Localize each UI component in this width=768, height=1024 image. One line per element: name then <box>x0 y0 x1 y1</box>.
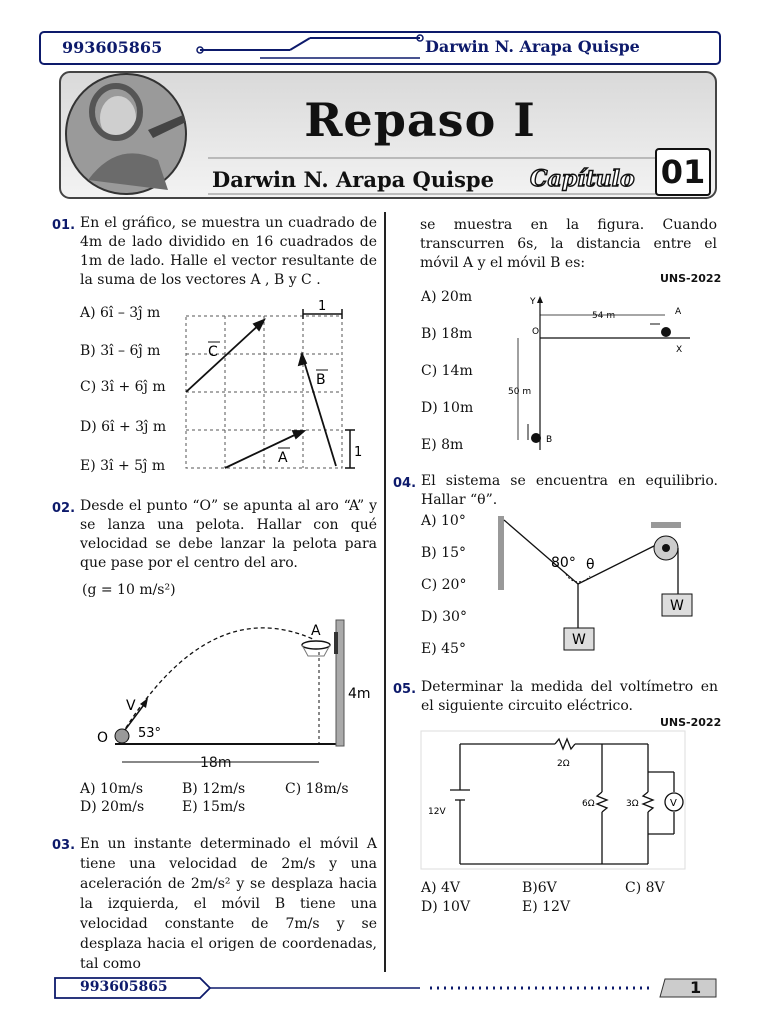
q5-label-battery: 12V <box>428 807 446 817</box>
q4-equilibrium-diagram <box>496 514 706 656</box>
q4-label-w2: W <box>670 598 684 614</box>
q5-circuit-diagram <box>420 730 686 870</box>
q2-label-v: V <box>126 698 136 714</box>
q1-option-b: B) 3î – 6ĵ m <box>80 343 161 359</box>
q5-label-r2: 6Ω <box>582 799 595 809</box>
page-number: 1 <box>690 978 702 997</box>
q1-label-c: C <box>208 344 218 360</box>
q5-source: UNS-2022 <box>660 716 722 729</box>
q1-text: En el gráfico, se muestra un cuadrado de 4m de lado dividido en 16 cuadrados de 1m de lado. Halle el vector resultante de la suma de los vectores A , B y C . <box>80 215 377 288</box>
q2-option-e: E) 15m/s <box>182 799 246 815</box>
q4-text: El sistema se encuentra en equilibrio. Hallar “θ”. <box>421 473 718 508</box>
q1-option-a: A) 6î – 3ĵ m <box>80 305 161 321</box>
q1-option-d: D) 6î + 3ĵ m <box>80 419 167 435</box>
q1-vector-grid <box>178 300 378 475</box>
q4-label-w1: W <box>572 632 586 648</box>
q3-option-a: A) 20m <box>421 289 473 305</box>
column-divider <box>384 212 386 972</box>
q3-number: 03. <box>52 838 76 853</box>
q3-option-d: D) 10m <box>421 400 474 416</box>
page-title: Repaso I <box>304 93 536 147</box>
q3-option-c: C) 14m <box>421 363 473 379</box>
q5-label-r1: 2Ω <box>557 759 570 769</box>
q1-label-b: B <box>316 372 326 388</box>
q1-number: 01. <box>52 218 76 233</box>
q2-label-ring: A <box>311 623 321 639</box>
q5-option-b: B)6V <box>522 880 557 896</box>
q2-label-o: O <box>97 730 109 746</box>
q1-label-one-top: 1 <box>318 300 327 314</box>
q3-source: UNS-2022 <box>660 272 722 285</box>
q4-option-c: C) 20° <box>421 577 467 593</box>
q4-option-d: D) 30° <box>421 609 467 625</box>
q1-label-a: A <box>278 450 288 466</box>
q3-label-a: A <box>675 307 682 317</box>
q2-number: 02. <box>52 501 76 516</box>
q4-option-e: E) 45° <box>421 641 466 657</box>
q2-label-height: 4m <box>348 686 371 702</box>
footer-phone: 993605865 <box>80 979 168 995</box>
q1-option-c: C) 3î + 6ĵ m <box>80 379 166 395</box>
q2-projectile-diagram <box>90 612 380 774</box>
q3-label-o: O <box>532 327 540 337</box>
q3-text-continued: se muestra en la figura. Cuando transcurren 6s, la distancia entre el móvil A y el móvil B es: <box>420 217 717 271</box>
q4-option-b: B) 15° <box>421 545 467 561</box>
q5-option-e: E) 12V <box>522 899 571 915</box>
banner-author: Darwin N. Arapa Quispe <box>212 167 494 192</box>
q3-option-e: E) 8m <box>421 437 464 453</box>
q3-label-x: X <box>676 345 683 355</box>
header-phone: 993605865 <box>62 38 163 57</box>
q4-label-theta: θ <box>586 557 595 573</box>
q1-label-one-side: 1 <box>354 445 363 460</box>
q5-option-a: A) 4V <box>421 880 461 896</box>
q3-label-dy: 50 m <box>508 387 532 397</box>
q2-option-b: B) 12m/s <box>182 781 246 797</box>
q3-option-b: B) 18m <box>421 326 473 342</box>
q1-option-e: E) 3î + 5ĵ m <box>80 458 166 474</box>
q5-label-meter: V <box>670 798 677 809</box>
chapter-number: 01 <box>655 148 711 196</box>
q4-label-80: 80° <box>551 555 576 571</box>
q2-label-angle: 53° <box>138 726 162 741</box>
q2-label-distance: 18m <box>200 755 232 771</box>
chapter-label: Capítulo <box>530 166 635 192</box>
q2-option-c: C) 18m/s <box>285 781 349 797</box>
q2-option-d: D) 20m/s <box>80 799 145 815</box>
q4-option-a: A) 10° <box>421 513 466 529</box>
q3-label-dx: 54 m <box>592 311 616 321</box>
q5-option-d: D) 10V <box>421 899 471 915</box>
q2-gravity: (g = 10 m/s²) <box>82 582 176 598</box>
q4-number: 04. <box>393 476 417 491</box>
q5-label-r3: 3Ω <box>626 799 639 809</box>
scientist-portrait <box>66 74 186 194</box>
header-author: Darwin N. Arapa Quispe <box>425 37 640 56</box>
q2-text: Desde el punto “O” se apunta al aro “A” y se lanza una pelota. Hallar con qué velocidad se debe lanzar la pelota para que pase por el centro del aro. <box>80 498 377 571</box>
q3-label-y: Y <box>530 297 536 307</box>
q3-label-b: B <box>546 435 553 445</box>
q2-option-a: A) 10m/s <box>80 781 144 797</box>
q3-text: En un instante determinado el móvil A tiene una velocidad de 2m/s y una aceleración de 2m/s² y se desplaza hacia la izquierda, el móvil B tiene una velocidad constante de 7m/s y se desplaza hacia el origen de coordenadas, tal como <box>80 836 377 972</box>
q3-coordinate-diagram <box>500 290 700 456</box>
q5-text: Determinar la medida del voltímetro en el siguiente circuito eléctrico. <box>421 679 718 714</box>
q5-number: 05. <box>393 682 417 697</box>
q5-option-c: C) 8V <box>625 880 665 896</box>
